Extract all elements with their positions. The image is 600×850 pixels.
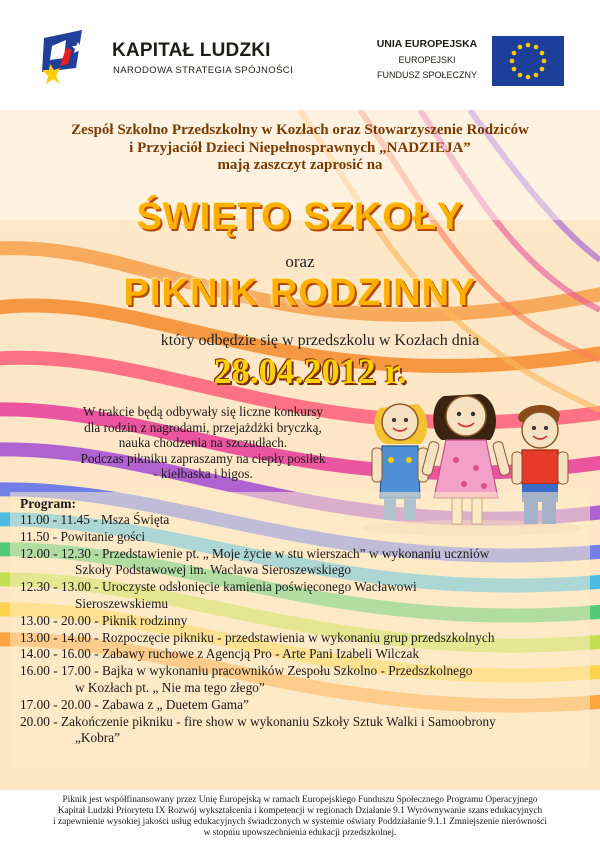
program-item-continuation: w Kozłach pt. „ Nie ma tego złego” [75,679,265,695]
title-swieto-szkoly: ŚWIĘTO SZKOŁY [136,196,464,238]
eu-flag-icon [492,36,564,86]
program-item [20,630,590,647]
program-item-text: 14.00 - 16.00 - Zabawy ruchowe z Agencją Pro - Arte Pani Izabeli Wilczak [20,646,420,662]
program-item [20,714,590,748]
program-item-text: 13.00 - 14.00 - Rozpoczęcie pikniku - przedstawienia w wykonaniu grup przedszkolnych [20,629,495,645]
program-heading: Program: [20,496,76,511]
event-date: 28.04.2012 r. [213,351,407,391]
ue-line-2: FUNDUSZ SPOŁECZNY [376,70,477,80]
program-item-text: 16.00 - 17.00 - Bajka w wykonaniu pracowników Zespołu Szkolno - Przedszkolnego [20,663,473,679]
program-box [10,492,590,766]
invite-line-3: mają zaszczyt zaprosić na [217,157,383,173]
invite-line-2: i Przyjaciół Dzieci Niepełnosprawnych „NADZIEJA” [129,139,471,156]
program-item-text: 17.00 - 20.00 - Zabawa z „ Duetem Gama” [20,696,249,712]
invitation-text [0,122,600,175]
program-item [20,697,590,714]
funding-footer [0,790,600,850]
footer-line-4: w stopniu upowszechnienia edukacji przedszkolnej. [203,828,397,838]
program-item-continuation: Szkoły Podstawowej im. Wacława Sieroszewskiego [75,562,352,578]
footer-line-1: Piknik jest współfinansowany przez Unię Europejską w ramach Europejskiego Funduszu Społecznego Programu Operacyjnego [62,795,538,805]
program-item-text: 12.00 - 12.30 - Przedstawienie pt. „ Moje życie w stu wierszach” w wykonaniu uczniów [20,545,490,561]
description-line-5: - kiełbaska i bigos. [153,466,253,481]
program-item-text: 12.30 - 13.00 - Uroczyste odsłonięcie kamienia poświęconego Wacławowi [20,579,417,595]
event-description [38,404,368,482]
program-item [20,663,590,697]
kapital-ludzki-logo-icon [42,28,104,86]
invite-line-1: Zespół Szkolno Przedszkolny w Kozłach oraz Stowarzyszenie Rodziców [71,122,529,138]
event-location-text: który odbędzie się w przedszkolu w Kozłach dnia [160,332,480,349]
ue-text-block [368,38,486,80]
program-item-continuation: Sieroszewskiemu [75,595,169,611]
description-line-3: nauka chodzenia na szczudłach. [118,435,288,450]
program-item-text: 13.00 - 20.00 - Piknik rodzinny [20,612,188,628]
header-logos [0,0,600,110]
program-item-continuation: „Kobra” [75,730,121,746]
title-piknik-rodzinny: PIKNIK RODZINNY [123,272,477,314]
description-line-4: Podczas pikniku zapraszamy na ciepły posiłek [80,450,326,466]
footer-line-2: Kapitał Ludzki Priorytetu IX Rozwój wykształcenia i kompetencji w regionach Działanie 9.1 Wyrównywanie szans edukacyjnych [57,806,543,816]
program-item [20,512,590,529]
kapital-ludzki-subtitle: NARODOWA STRATEGIA SPÓJNOŚCI [113,65,294,76]
program-item [20,613,590,630]
footer-line-3: i zapewnienie wysokiej jakości usług edukacyjnych świadczonych w systemie oświaty Poddziałanie 9.1.1 Zmniejszenie nierówności [53,817,547,827]
ue-line-1: EUROPEJSKI [398,55,456,65]
description-line-1: W trakcie będą odbywały się liczne konkursy [83,404,323,419]
program-item-text: 20.00 - Zakończenie pikniku - fire show w wykonaniu Szkoły Sztuk Walki i Samoobrony [20,713,496,729]
kapital-ludzki-title: KAPITAŁ LUDZKI [112,40,271,61]
program-item-text: 11.00 - 11.45 - Msza Święta [20,512,170,527]
description-line-2: dla rodzin z nagrodami, przejażdżki bryczką, [84,419,322,435]
program-item [20,646,590,663]
program-item [20,579,590,613]
ue-title: UNIA EUROPEJSKA [376,38,478,50]
oraz-text: oraz [285,252,315,271]
program-item-text: 11.50 - Powitanie gości [20,528,146,544]
program-item [20,529,590,546]
program-item [20,546,590,580]
program-list [20,512,590,747]
